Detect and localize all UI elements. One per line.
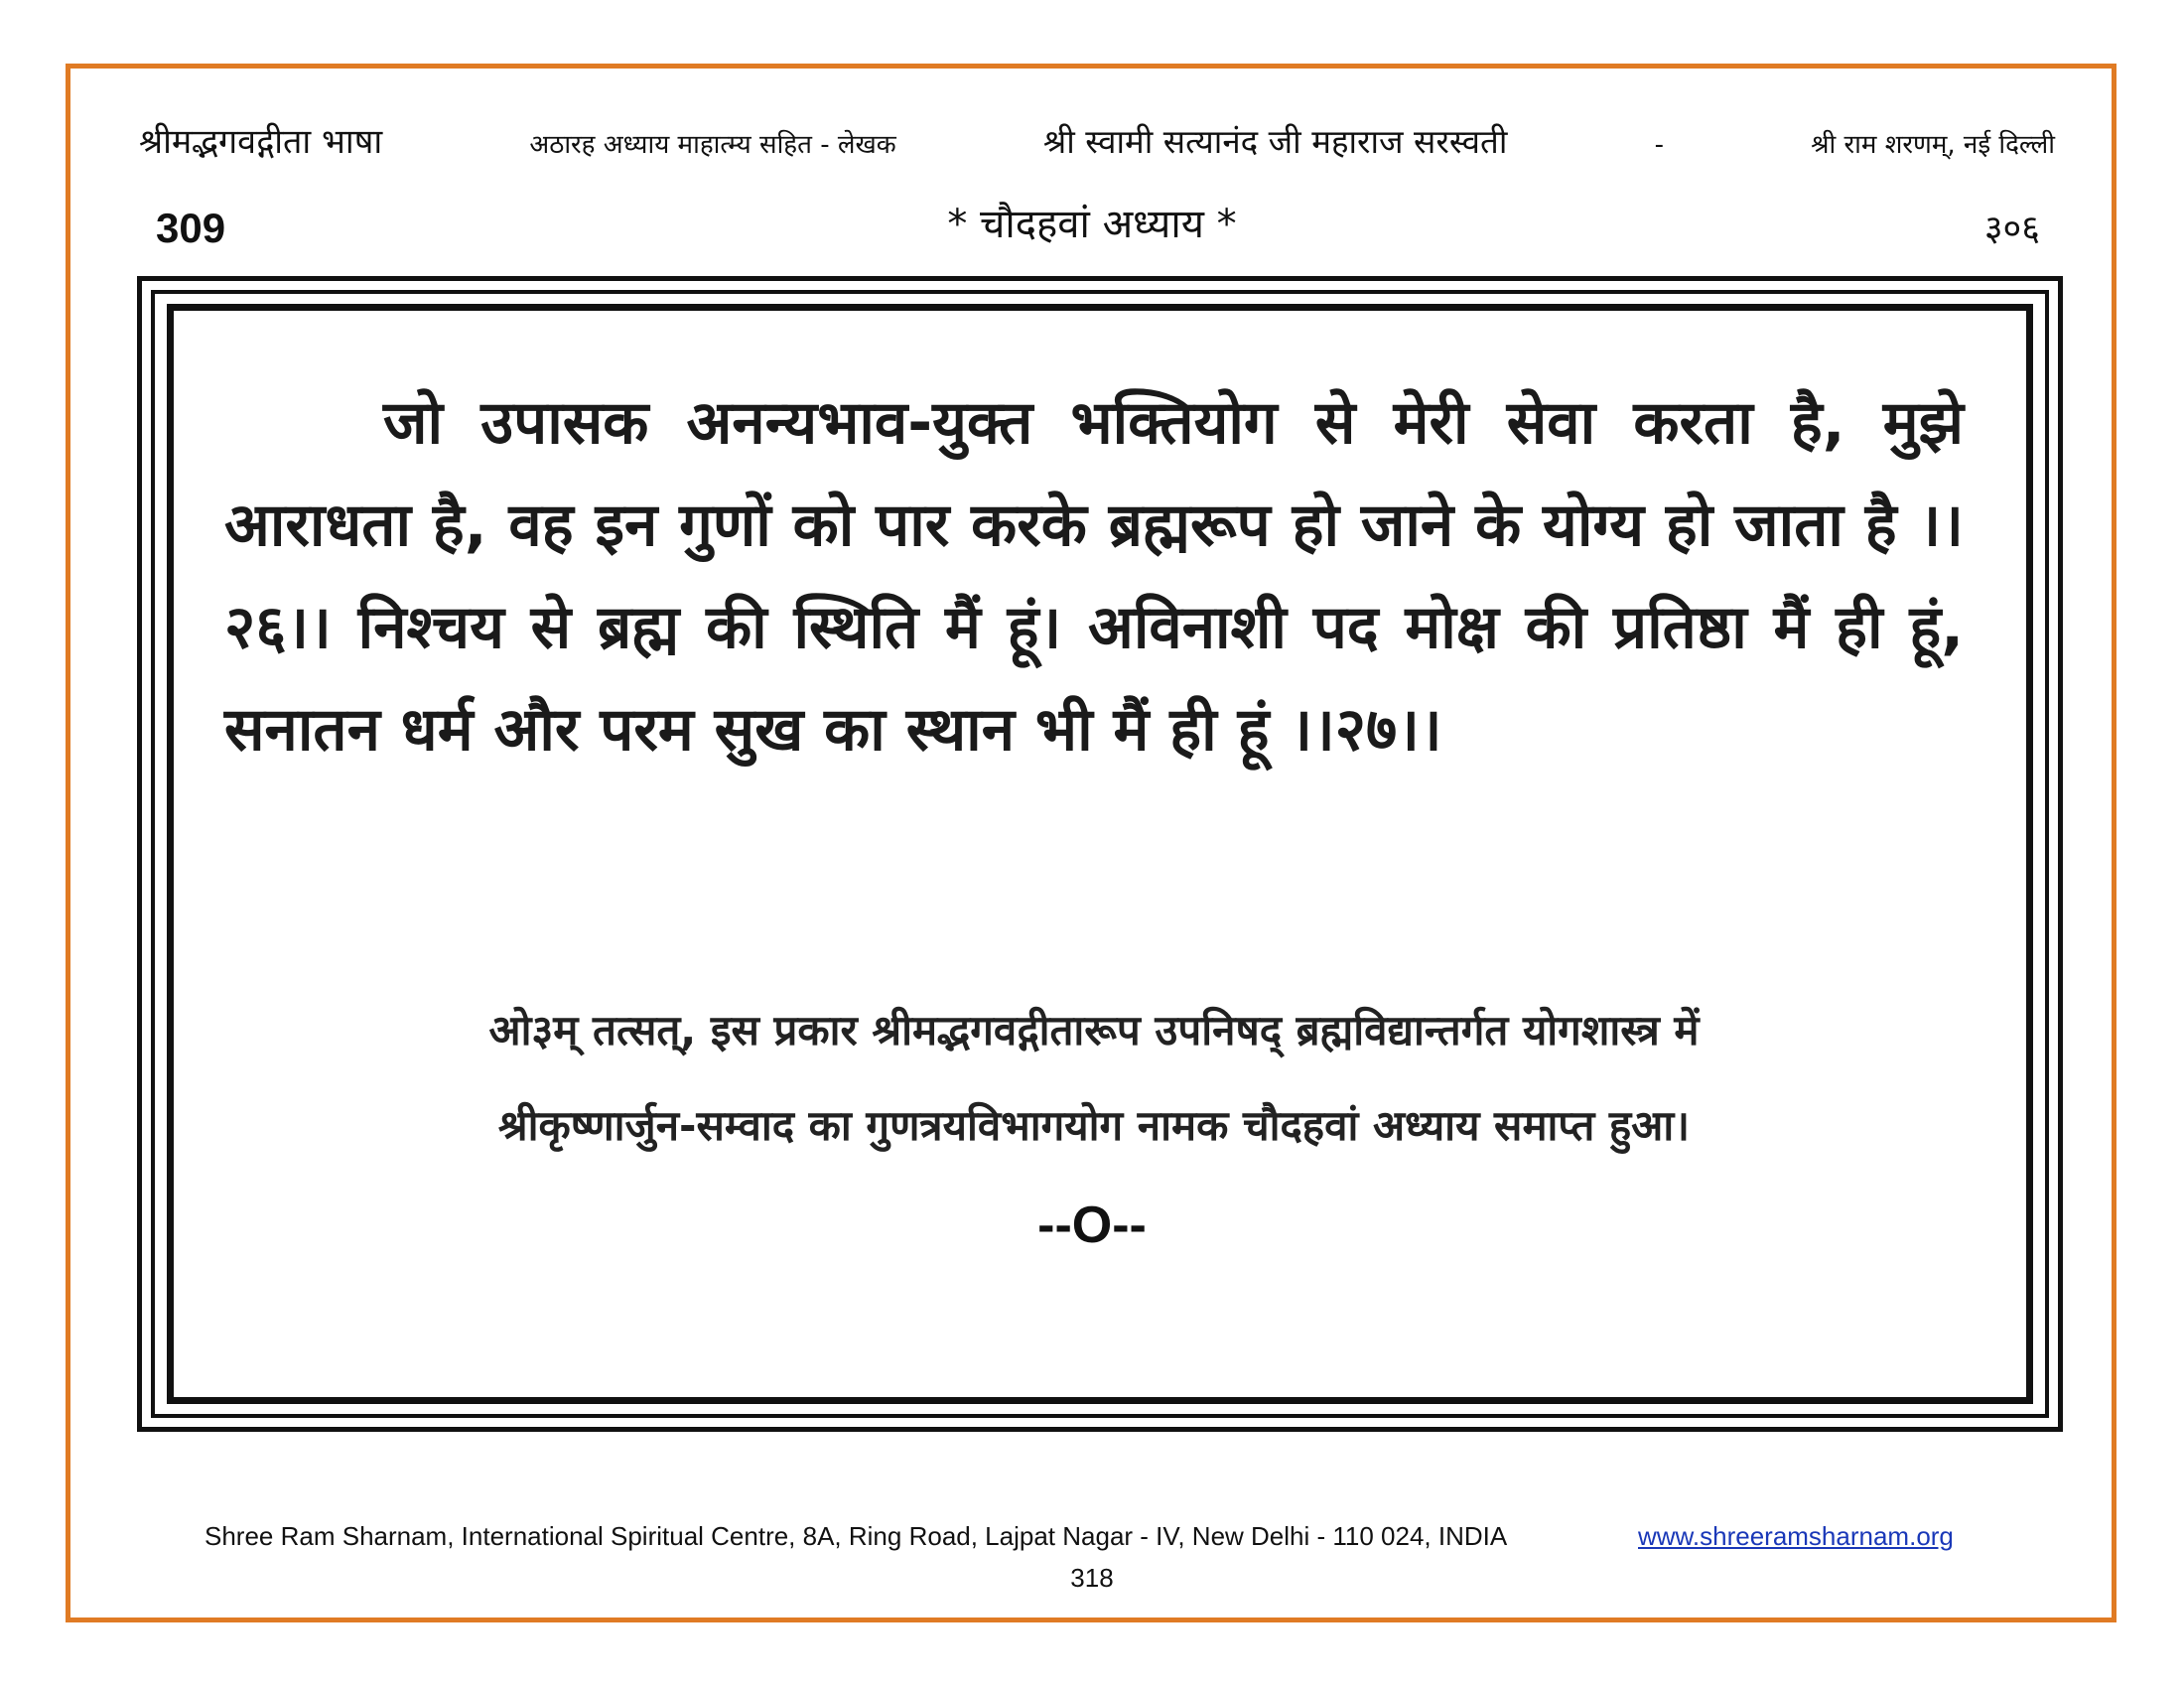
colophon-line-2: श्रीकृष्णार्जुन-सम्वाद का गुणत्रयविभागयोग नामक चौदहवां अध्याय समाप्त हुआ। — [497, 1101, 1691, 1150]
colophon-line-1: ओ३म् तत्सत्, इस प्रकार श्रीमद्भगवद्गीतारूप उपनिषद् ब्रह्मविद्यान्तर्गत योगशास्त्र में — [488, 1006, 1700, 1055]
header-publisher: श्री राम शरणम्, नई दिल्ली — [1811, 130, 2055, 160]
footer — [205, 1521, 1991, 1552]
header-subtitle: अठारह अध्याय माहात्म्य सहित - लेखक — [529, 130, 896, 160]
page-number-right: ३०६ — [1983, 209, 2040, 249]
end-mark: --O-- — [1037, 1196, 1147, 1254]
header-separator: - — [1654, 130, 1664, 160]
book-title: श्रीमद्भगवद्गीता भाषा — [139, 122, 383, 162]
footer-page-number: 318 — [1070, 1563, 1114, 1593]
website-link[interactable]: www.shreeramsharnam.org — [1638, 1521, 1954, 1551]
chapter-title: * चौदहवां अध्याय * — [947, 202, 1237, 247]
footer-address: Shree Ram Sharnam, International Spiritual Centre, 8A, Ring Road, Lajpat Nagar - IV, New Delhi - 110 024, INDIA — [205, 1521, 1508, 1551]
running-header — [139, 117, 2055, 167]
page-number-left: 309 — [156, 205, 226, 251]
header-author: श्री स्वामी सत्यानंद जी महाराज सरस्वती — [1042, 122, 1508, 161]
chapter-colophon — [224, 983, 1964, 1174]
verse-text: जो उपासक अनन्यभाव-युक्त भक्तियोग से मेरी सेवा करता है, मुझे आराधता है, वह इन गुणों को पार करके ब्रह्मरूप हो जाने के योग्य हो जाता है ।।२६।। निश्चय से ब्रह्म की स्थिति मैं हूं। अविनाशी पद मोक्ष की प्रतिष्ठा मैं ही हूं, सनातन धर्म और परम सुख का स्थान भी मैं ही हूं ।।२७।। — [224, 388, 1964, 765]
